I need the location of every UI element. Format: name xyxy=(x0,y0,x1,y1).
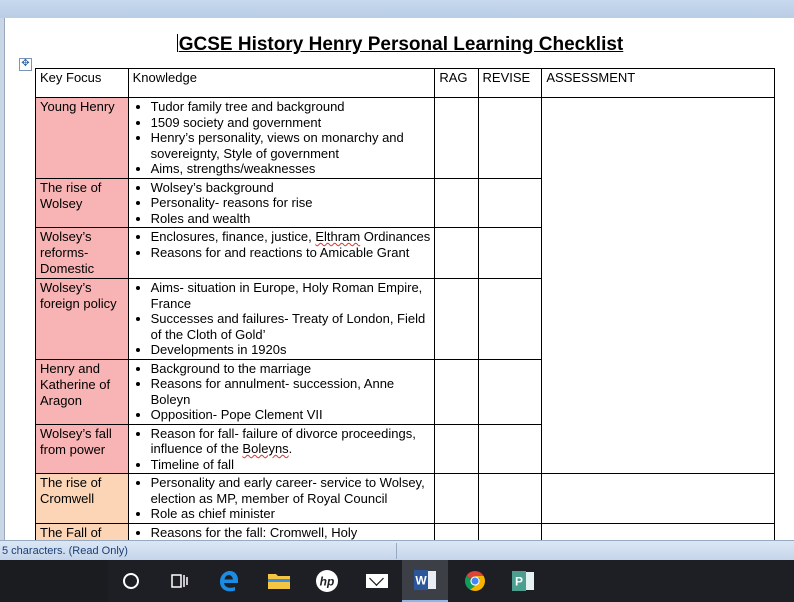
knowledge-item: • Developments in 1920s xyxy=(151,342,431,358)
key-focus-cell[interactable]: Young Henry xyxy=(36,98,129,179)
knowledge-list xyxy=(133,525,431,541)
revise-cell[interactable] xyxy=(478,279,542,360)
chrome-button[interactable] xyxy=(452,560,498,602)
learning-checklist-table xyxy=(35,68,775,540)
header-rag[interactable]: RAG xyxy=(435,69,478,98)
knowledge-list xyxy=(133,426,431,473)
chrome-icon xyxy=(463,569,487,593)
knowledge-list xyxy=(133,361,431,423)
file-explorer-button[interactable] xyxy=(256,560,302,602)
rag-cell[interactable] xyxy=(435,98,478,179)
mail-icon xyxy=(366,574,388,588)
table-row xyxy=(36,523,775,540)
knowledge-item: • Opposition- Pope Clement VII xyxy=(151,407,431,423)
rag-cell[interactable] xyxy=(435,359,478,424)
assessment-cell[interactable] xyxy=(542,523,775,540)
knowledge-item: • Roles and wealth xyxy=(151,211,431,227)
knowledge-list xyxy=(133,229,431,260)
status-bar xyxy=(0,540,794,561)
file-explorer-icon xyxy=(266,570,292,592)
table-header-row xyxy=(36,69,775,98)
knowledge-item: • Background to the marriage xyxy=(151,361,431,377)
window-top-strip xyxy=(0,0,794,18)
rag-cell[interactable] xyxy=(435,279,478,360)
rag-cell[interactable] xyxy=(435,424,478,474)
knowledge-item: • 1509 society and government xyxy=(151,115,431,131)
document-title[interactable] xyxy=(5,34,794,56)
revise-cell[interactable] xyxy=(478,424,542,474)
knowledge-cell[interactable] xyxy=(128,98,435,179)
knowledge-cell[interactable] xyxy=(128,523,435,540)
mail-button[interactable] xyxy=(354,560,400,602)
cortana-search-icon xyxy=(121,571,141,591)
edge-button[interactable] xyxy=(206,560,252,602)
status-divider xyxy=(396,543,397,559)
status-text: 5 characters. (Read Only) xyxy=(2,545,128,557)
document-title-text: GCSE History Henry Personal Learning Checklist xyxy=(178,34,624,55)
assessment-cell[interactable] xyxy=(542,98,775,474)
knowledge-cell[interactable] xyxy=(128,279,435,360)
assessment-cell[interactable] xyxy=(542,474,775,524)
publisher-button[interactable] xyxy=(500,560,546,602)
key-focus-cell[interactable]: Wolsey’s foreign policy xyxy=(36,279,129,360)
knowledge-item: • Reasons for annulment- succession, Anne Boleyn xyxy=(151,376,431,407)
revise-cell[interactable] xyxy=(478,98,542,179)
knowledge-item: • Reason for fall- failure of divorce proceedings, influence of the Boleyns. xyxy=(151,426,431,457)
header-revise[interactable]: REVISE xyxy=(478,69,542,98)
knowledge-item: • Reasons for and reactions to Amicable Grant xyxy=(151,245,431,261)
knowledge-item: • Aims- situation in Europe, Holy Roman Empire, France xyxy=(151,280,431,311)
knowledge-item: • Henry’s personality, views on monarchy and sovereignty, Style of government xyxy=(151,130,431,161)
edge-icon xyxy=(217,569,241,593)
spelling-error-mark[interactable]: Elthram xyxy=(315,229,361,244)
knowledge-cell[interactable] xyxy=(128,359,435,424)
knowledge-list xyxy=(133,99,431,177)
document-page[interactable] xyxy=(4,18,794,540)
svg-text:W: W xyxy=(415,573,427,588)
revise-cell[interactable] xyxy=(478,228,542,279)
svg-text:P: P xyxy=(514,574,524,589)
knowledge-item: • Personality- reasons for rise xyxy=(151,195,431,211)
knowledge-list xyxy=(133,475,431,522)
knowledge-item: • Reasons for the fall: Cromwell, Holy xyxy=(151,525,431,541)
cortana-search-button[interactable] xyxy=(108,560,154,602)
task-view-button[interactable] xyxy=(156,560,202,602)
knowledge-item: • Aims, strengths/weaknesses xyxy=(151,161,431,177)
svg-text:hp: hp xyxy=(319,574,335,589)
knowledge-item: • Tudor family tree and background xyxy=(151,99,431,115)
knowledge-item: • Successes and failures- Treaty of London, Field of the Cloth of Gold’ xyxy=(151,311,431,342)
header-assessment[interactable]: ASSESSMENT xyxy=(542,69,775,98)
knowledge-item: • Timeline of fall xyxy=(151,457,431,473)
revise-cell[interactable] xyxy=(478,178,542,228)
revise-cell[interactable] xyxy=(478,474,542,524)
knowledge-item: • Personality and early career- service to Wolsey, election as MP, member of Royal Council xyxy=(151,475,431,506)
hp-button[interactable] xyxy=(304,560,350,602)
taskbar-start-area xyxy=(0,560,108,602)
key-focus-cell[interactable]: Henry and Katherine of Aragon xyxy=(36,359,129,424)
table-row xyxy=(36,98,775,179)
key-focus-cell[interactable]: The rise of Wolsey xyxy=(36,178,129,228)
key-focus-cell[interactable]: The rise of Cromwell xyxy=(36,474,129,524)
rag-cell[interactable] xyxy=(435,178,478,228)
table-move-handle-icon[interactable]: ✥ xyxy=(19,58,32,71)
table-row xyxy=(36,474,775,524)
taskbar xyxy=(0,560,794,602)
knowledge-cell[interactable] xyxy=(128,424,435,474)
knowledge-cell[interactable] xyxy=(128,474,435,524)
spelling-error-mark[interactable]: Boleyns xyxy=(242,441,289,456)
header-key-focus[interactable]: Key Focus xyxy=(36,69,129,98)
key-focus-cell[interactable]: The Fall of xyxy=(36,523,129,540)
knowledge-cell[interactable] xyxy=(128,178,435,228)
knowledge-list xyxy=(133,180,431,227)
rag-cell[interactable] xyxy=(435,228,478,279)
knowledge-item: • Role as chief minister xyxy=(151,506,431,522)
header-knowledge[interactable]: Knowledge xyxy=(128,69,435,98)
word-button[interactable] xyxy=(402,560,448,602)
task-view-icon xyxy=(169,572,189,590)
knowledge-item: • Wolsey’s background xyxy=(151,180,431,196)
knowledge-list xyxy=(133,280,431,358)
text-cursor xyxy=(177,34,178,52)
rag-cell[interactable] xyxy=(435,523,478,540)
knowledge-item: • Enclosures, finance, justice, Elthram Ordinances xyxy=(151,229,431,245)
hp-icon xyxy=(314,568,340,594)
rag-cell[interactable] xyxy=(435,474,478,524)
publisher-icon xyxy=(510,569,536,593)
revise-cell[interactable] xyxy=(478,359,542,424)
key-focus-cell[interactable]: Wolsey’s reforms-Domestic xyxy=(36,228,129,279)
word-icon xyxy=(412,568,438,592)
revise-cell[interactable] xyxy=(478,523,542,540)
knowledge-cell[interactable] xyxy=(128,228,435,279)
key-focus-cell[interactable]: Wolsey’s fall from power xyxy=(36,424,129,474)
